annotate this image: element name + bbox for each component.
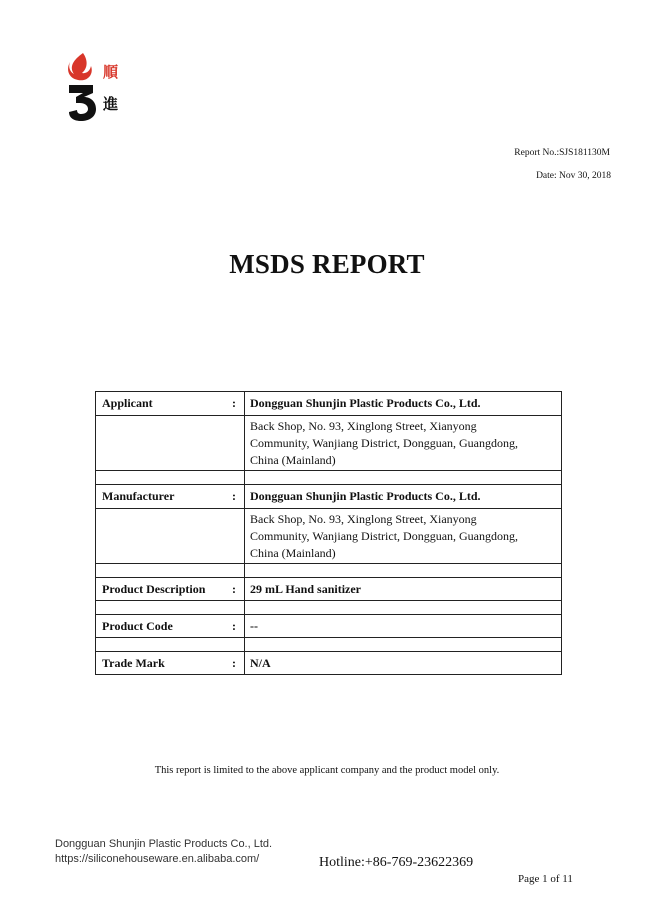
company-logo: [66, 52, 130, 122]
applicant-label-cell: [96, 392, 245, 416]
table-row-manufacturer: [96, 485, 562, 509]
table-row-manufacturer-address: [96, 509, 562, 564]
manufacturer-name: Dongguan Shunjin Plastic Products Co., Ltd.: [245, 485, 562, 509]
manufacturer-label-cell: [96, 485, 245, 509]
logo-char-bottom: 進: [103, 95, 119, 113]
product-code-value: --: [245, 615, 562, 638]
report-number: Report No.:SJS181130M: [514, 148, 610, 158]
disclaimer-text: This report is limited to the above applicant company and the product model only.: [154, 765, 500, 776]
report-date: Date: Nov 30, 2018: [536, 171, 611, 181]
footer-website-link[interactable]: https://siliconehouseware.en.alibaba.com/: [55, 853, 260, 865]
footer-company-info: [55, 837, 272, 867]
applicant-colon: :: [232, 396, 236, 410]
product-description-colon: :: [232, 581, 236, 596]
applicant-name: Dongguan Shunjin Plastic Products Co., Ltd.: [245, 392, 562, 416]
page-title: MSDS REPORT: [229, 249, 425, 279]
applicant-address-line: China (Mainland): [250, 452, 336, 467]
logo-flame-icon: [66, 52, 100, 122]
table-row-applicant: [96, 392, 562, 416]
footer-hotline: Hotline:+86-769-23622369: [319, 855, 474, 870]
table-row-spacer: [96, 638, 562, 652]
table-row-trade-mark: [96, 652, 562, 675]
table-row-spacer: [96, 564, 562, 578]
report-info-table: [95, 391, 562, 675]
table-row-spacer: [96, 471, 562, 485]
manufacturer-colon: :: [232, 489, 236, 503]
manufacturer-address-line: Community, Wanjiang District, Dongguan, Guangdong,: [250, 528, 519, 543]
product-code-label-cell: [96, 615, 245, 638]
manufacturer-address-line: China (Mainland): [250, 545, 336, 560]
table-row-spacer: [96, 601, 562, 615]
applicant-address: [245, 416, 562, 471]
footer-company-name: Dongguan Shunjin Plastic Products Co., Ltd.: [55, 838, 273, 850]
manufacturer-label: Manufacturer: [102, 489, 175, 503]
manufacturer-address: [245, 509, 562, 564]
table-row-product-code: [96, 615, 562, 638]
product-code-label: Product Code: [102, 618, 173, 633]
applicant-address-line: Community, Wanjiang District, Dongguan, Guangdong,: [250, 435, 519, 450]
applicant-label: Applicant: [102, 396, 153, 410]
logo-char-top: 順: [103, 63, 119, 81]
trade-mark-label-cell: [96, 652, 245, 675]
product-description-value: 29 mL Hand sanitizer: [245, 578, 562, 601]
trade-mark-colon: :: [232, 655, 236, 670]
table-row-applicant-address: [96, 416, 562, 471]
table-row-product-description: [96, 578, 562, 601]
page-number: Page 1 of 11: [518, 873, 573, 885]
product-description-label: Product Description: [102, 581, 206, 596]
trade-mark-value: N/A: [245, 652, 562, 675]
trade-mark-label: Trade Mark: [102, 655, 165, 670]
applicant-address-line: Back Shop, No. 93, Xinglong Street, Xianyong: [250, 418, 477, 433]
manufacturer-address-line: Back Shop, No. 93, Xinglong Street, Xianyong: [250, 511, 477, 526]
product-description-label-cell: [96, 578, 245, 601]
product-code-colon: :: [232, 618, 236, 633]
